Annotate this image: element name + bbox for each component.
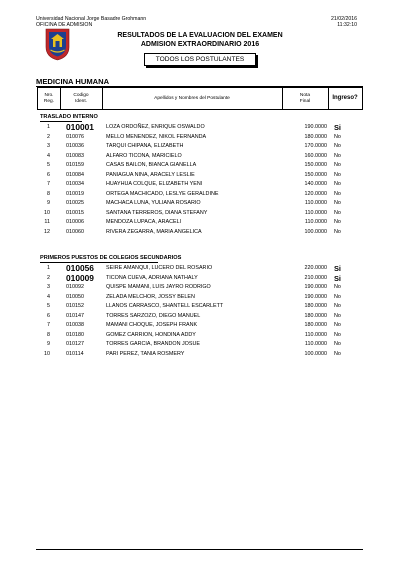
- applicant-code: 010009: [66, 272, 94, 283]
- table-row: [0, 264, 400, 274]
- row-number: 5: [47, 162, 50, 168]
- final-score: 100.0000: [304, 350, 327, 357]
- row-number: 6: [47, 171, 50, 178]
- header-code: Codigo Ident.: [73, 92, 89, 104]
- final-score: 110.0000: [304, 219, 327, 225]
- final-score: 180.0000: [304, 303, 327, 309]
- header-admitted: Ingreso?: [332, 94, 358, 101]
- applicant-name: LOZA ORDOÑEZ, ENRIQUE OSWALDO: [106, 124, 205, 130]
- table-row: [0, 133, 400, 143]
- section-title: PRIMEROS PUESTOS DE COLEGIOS SECUNDARIOS: [40, 255, 182, 261]
- row-number: 10: [44, 209, 50, 216]
- admitted-status: No: [334, 152, 341, 159]
- final-score: 110.0000: [304, 200, 327, 206]
- applicant-code: 010034: [66, 181, 84, 187]
- admitted-status: No: [334, 303, 341, 309]
- admitted-status: No: [334, 341, 341, 347]
- final-score: 100.0000: [304, 228, 327, 235]
- admitted-status: No: [334, 200, 341, 206]
- print-date: 21/02/2016: [331, 16, 357, 22]
- table-header: [37, 87, 363, 110]
- row-number: 1: [47, 124, 50, 130]
- row-number: 3: [47, 284, 50, 290]
- datetime-block: [331, 16, 357, 29]
- applicant-name: CASAS BAILON, BIANCA GIANELLA: [106, 162, 197, 168]
- institution-name: Universidad Nacional Jorge Basadre Grohmann: [36, 16, 147, 22]
- applicant-name: SANTANA TERREROS, DIANA STEFANY: [106, 209, 208, 216]
- applicant-name: LLANOS CARRASCO, SHANTELL ESCARLETT: [106, 303, 224, 309]
- office-name: OFICINA DE ADMISION: [36, 22, 93, 29]
- table-row: [0, 152, 400, 162]
- table-row: [0, 321, 400, 331]
- final-score: 110.0000: [304, 331, 327, 338]
- applicant-code: 010159: [66, 162, 84, 168]
- row-number: 7: [47, 322, 50, 328]
- final-score: 150.0000: [304, 162, 327, 168]
- row-number: 6: [47, 312, 50, 319]
- applicant-name: TORRES GARCIA, BRANDON JOSUE: [106, 341, 200, 347]
- row-number: 8: [47, 190, 50, 197]
- final-score: 150.0000: [304, 171, 327, 178]
- applicant-name: GOMEZ CARRION, HONDINA ADDY: [106, 331, 196, 338]
- applicant-name: PARI PEREZ, TANIA ROSMERY: [106, 350, 185, 357]
- applicant-name: MENDOZA LUPACA, ARACELI: [106, 219, 182, 225]
- applicant-code: 010006: [66, 219, 84, 225]
- final-score: 110.0000: [304, 341, 327, 347]
- applicant-code: 010127: [66, 341, 84, 347]
- report-subtitle: ADMISION EXTRAORDINARIO 2016: [140, 41, 260, 48]
- applicant-code: 010015: [66, 209, 84, 216]
- final-score: 180.0000: [304, 133, 327, 140]
- final-score: 210.0000: [304, 274, 327, 281]
- row-number: 9: [47, 341, 50, 347]
- applicant-code: 010025: [66, 200, 84, 206]
- row-number: 1: [47, 265, 50, 271]
- row-number: 5: [47, 303, 50, 309]
- applicant-name: ORTEGA MACHICADO, LESLYE GERALDINE: [106, 190, 219, 197]
- final-score: 180.0000: [304, 312, 327, 319]
- report-title: RESULTADOS DE LA EVALUACION DEL EXAMEN: [117, 32, 283, 39]
- row-number: 2: [47, 274, 50, 281]
- admitted-status: No: [334, 143, 341, 149]
- applicant-name: RIVERA ZEGARRA, MARIA ANGELICA: [106, 228, 202, 235]
- applicant-code: 010001: [66, 122, 94, 132]
- table-row: [0, 161, 400, 171]
- header-note: Nota Final: [299, 92, 311, 104]
- admitted-status: No: [334, 209, 341, 216]
- admitted-status: No: [334, 312, 341, 319]
- filter-label: TODOS LOS POSTULANTES: [144, 53, 256, 66]
- table-row: [0, 199, 400, 209]
- applicant-name: MAMANI CHOQUE, JOSEPH FRANK: [106, 322, 198, 328]
- applicant-name: SEIRE AMANQUI, LUCERO DEL ROSARIO: [106, 265, 213, 271]
- footer-divider: [36, 549, 363, 550]
- admitted-status: No: [334, 293, 341, 300]
- row-number: 4: [47, 293, 50, 300]
- admitted-status: Si: [334, 273, 341, 283]
- header-name: Apellidos y Nombres del Postulante: [154, 95, 230, 101]
- applicant-code: 010060: [66, 228, 84, 235]
- print-time: 11:32:10: [337, 22, 357, 29]
- applicant-code: 010076: [66, 133, 84, 140]
- applicant-code: 010084: [66, 171, 84, 178]
- applicant-code: 010180: [66, 331, 84, 338]
- applicant-code: 010083: [66, 152, 84, 159]
- admitted-status: No: [334, 228, 341, 235]
- applicant-name: ALFARO TICONA, MARICIELO: [106, 152, 182, 159]
- table-row: [0, 302, 400, 312]
- applicant-code: 010114: [66, 350, 84, 357]
- table-row: [0, 274, 400, 284]
- row-number: 2: [47, 133, 50, 140]
- final-score: 190.0000: [304, 284, 327, 290]
- section-title: TRASLADO INTERNO: [40, 114, 98, 120]
- row-number: 4: [47, 152, 50, 159]
- final-score: 190.0000: [304, 124, 327, 130]
- row-number: 7: [47, 181, 50, 187]
- admitted-status: No: [334, 181, 341, 187]
- admitted-status: Si: [334, 264, 341, 273]
- applicant-name: HUAYHUA COLQUE, ELIZABETH YENI: [106, 181, 203, 187]
- row-number: 11: [44, 219, 50, 225]
- row-number: 9: [47, 200, 50, 206]
- applicant-name: MELLO MENENDEZ, NIKOL FERNANDA: [106, 133, 207, 140]
- applicant-name: TICONA CUEVA, ADRIANA NATHALY: [106, 274, 198, 281]
- applicant-name: MACHACA LUNA, YULIANA ROSARIO: [106, 200, 201, 206]
- applicant-code: 010092: [66, 284, 84, 290]
- admitted-status: No: [334, 171, 341, 178]
- table-row: [0, 180, 400, 190]
- row-number: 12: [44, 228, 50, 235]
- table-row: [0, 331, 400, 341]
- table-row: [0, 350, 400, 360]
- applicant-code: 010147: [66, 312, 84, 319]
- final-score: 160.0000: [304, 152, 327, 159]
- admitted-status: Si: [334, 123, 341, 132]
- row-number: 8: [47, 331, 50, 338]
- final-score: 220.0000: [304, 265, 327, 271]
- final-score: 180.0000: [304, 322, 327, 328]
- applicant-code: 010019: [66, 190, 84, 197]
- table-row: [0, 218, 400, 228]
- row-number: 10: [44, 350, 50, 357]
- table-row: [0, 228, 400, 238]
- applicant-code: 010038: [66, 322, 84, 328]
- applicant-code: 010050: [66, 293, 84, 300]
- header-nro: Nro. Reg.: [43, 92, 55, 104]
- final-score: 170.0000: [304, 143, 327, 149]
- applicant-name: QUISPE MAMANI, LUIS JAYRO RODRIGO: [106, 284, 211, 290]
- final-score: 190.0000: [304, 293, 327, 300]
- table-row: [0, 142, 400, 152]
- admitted-status: No: [334, 190, 341, 197]
- table-row: [0, 123, 400, 133]
- career-title: MEDICINA HUMANA: [36, 77, 110, 86]
- final-score: 120.0000: [304, 190, 327, 197]
- admitted-status: No: [334, 331, 341, 338]
- table-row: [0, 312, 400, 322]
- admitted-status: No: [334, 219, 341, 225]
- applicant-code: 010152: [66, 303, 84, 309]
- applicant-name: ZELADA MELCHOR, JOSSY BELEN: [106, 293, 195, 300]
- table-row: [0, 171, 400, 181]
- section-underline: [40, 262, 158, 263]
- admitted-status: No: [334, 162, 341, 168]
- admitted-status: No: [334, 284, 341, 290]
- applicant-code: 010036: [66, 143, 84, 149]
- table-row: [0, 340, 400, 350]
- table-row: [0, 283, 400, 293]
- row-number: 3: [47, 143, 50, 149]
- applicant-name: TORRES SARZOZO, DIEGO MANUEL: [106, 312, 201, 319]
- applicant-code: 010056: [66, 263, 94, 273]
- final-score: 140.0000: [304, 181, 327, 187]
- admitted-status: No: [334, 322, 341, 328]
- table-row: [0, 190, 400, 200]
- final-score: 110.0000: [304, 209, 327, 216]
- admitted-status: No: [334, 133, 341, 140]
- applicant-name: TARQUI CHIPANA, ELIZABETH: [106, 143, 184, 149]
- admitted-status: No: [334, 350, 341, 357]
- table-row: [0, 209, 400, 219]
- applicant-name: PANIAGUA NINA, ARACELY LESLIE: [106, 171, 195, 178]
- table-row: [0, 293, 400, 303]
